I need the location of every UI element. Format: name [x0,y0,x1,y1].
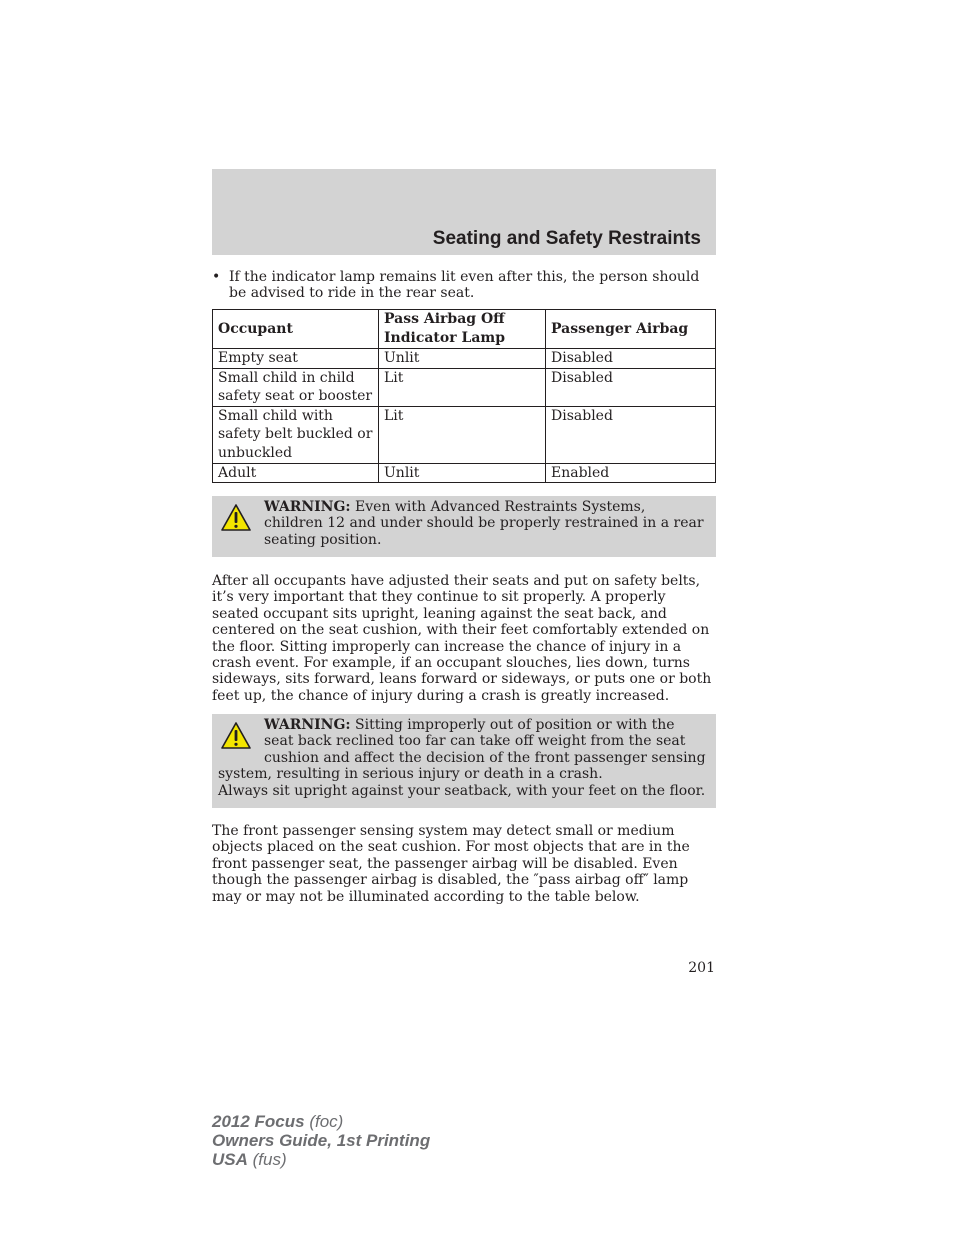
footer-model-code: (foc) [304,1112,344,1131]
bullet-item [212,269,716,302]
footer-model: 2012 Focus [212,1112,305,1131]
warning-text: Even with Advanced Restraints Systems, children 12 and under should be properly restrained in a rear seating position. [264,499,704,548]
warning-instruction: Always sit upright against your seatback, with your feet on the floor. [218,782,706,799]
table-header-row [213,310,716,349]
table-cell: Enabled [546,463,716,483]
table-cell: Lit [379,406,546,463]
table-cell: Disabled [546,349,716,369]
footer-market: USA [212,1150,248,1169]
table-header-cell: Passenger Airbag [546,310,716,349]
footer-market-code: (fus) [247,1150,287,1169]
bullet-symbol: • [212,269,221,285]
table-cell: Small child in child safety seat or booster [213,368,379,406]
table-row [213,349,716,369]
table-cell: Disabled [546,406,716,463]
table-cell: Adult [213,463,379,483]
warning-triangle-icon [220,503,252,533]
warning-text: Sitting improperly out of position or with the seat back reclined too far can take off weight from the seat cushion and affect the decision of the front passenger sensing system, resulting in serious injury or death in a crash. [218,717,706,783]
table-cell: Empty seat [213,349,379,369]
table-cell: Unlit [379,349,546,369]
warning-label: WARNING: [264,717,351,733]
sitting-paragraph: After all occupants have adjusted their seats and put on safety belts, it’s very important that they continue to sit properly. A properly seated occupant sits upright, leaning against the seat back, and centered on the seat cushion, with their feet comfortably extended on the floor. Sitting improperly can increase the chance of injury in a crash event. For example, if an occupant slouches, lies down, turns sideways, sits forward, leans forward or sideways, or puts one or both feet up, the chance of injury during a crash is greatly increased. [212,573,712,704]
table-cell: Small child with safety belt buckled or unbuckled [213,406,379,463]
table-header-cell: Occupant [213,310,379,349]
table-row [213,406,716,463]
table-row [213,368,716,406]
table-cell: Lit [379,368,546,406]
section-title: Seating and Safety Restraints [432,228,701,249]
table-header-cell: Pass Airbag Off Indicator Lamp [379,310,546,349]
footer-guide: Owners Guide, 1st Printing [212,1131,431,1150]
warning-box-children [212,496,716,557]
bullet-text: If the indicator lamp remains lit even after this, the person should be advised to ride in the rear seat. [229,269,700,302]
page-number: 201 [688,960,715,976]
footer-info [212,1112,430,1169]
warning-label: WARNING: [264,499,351,515]
table-cell: Unlit [379,463,546,483]
occupant-table [212,309,716,483]
section-header [212,169,716,255]
warning-triangle-icon [220,721,252,751]
sensing-paragraph: The front passenger sensing system may detect small or medium objects placed on the seat cushion. For most objects that are in the front passenger seat, the passenger airbag will be disabled. Even though the passenger airbag is disabled, the ″pass airbag off″ lamp may or may not be illuminated according to the table below. [212,823,690,905]
table-row [213,463,716,483]
warning-box-posture [212,714,716,808]
table-cell: Disabled [546,368,716,406]
